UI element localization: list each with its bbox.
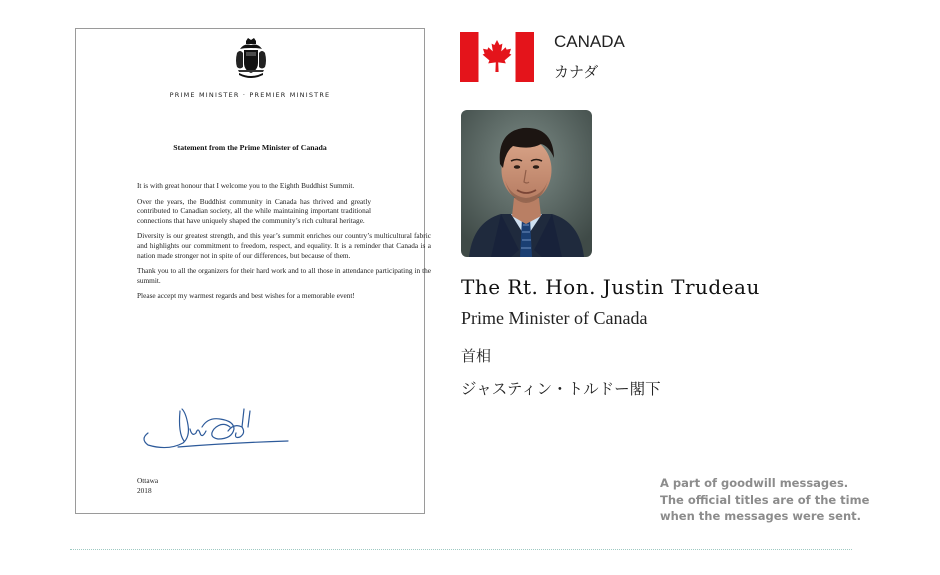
- letter-place-date: [137, 476, 158, 496]
- canada-coat-of-arms-icon: [234, 37, 268, 81]
- letter-paragraph: Please accept my warmest regards and best wishes for a memorable event!: [137, 291, 355, 301]
- signature-image: [138, 403, 298, 453]
- letter-place: Ottawa: [137, 476, 159, 485]
- letter-paragraph: Diversity is our greatest strength, and this year’s summit enriches our country’s multicultural fabric and highlights our commitment to freedom, respect, and equality. It is a reminder that Canada is a nation made stronger not in spite of our differences, but because of them.: [137, 231, 431, 260]
- letter-paragraph: Over the years, the Buddhist community in Canada has thrived and greatly contributed to Canadian society, all the while maintaining important traditional connections that have uniquely shaped the community’s rich cultural heritage.: [137, 196, 371, 225]
- portrait-photo: [461, 110, 592, 257]
- note-line: when the messages were sent.: [660, 509, 861, 523]
- note-line: The official titles are of the time: [660, 492, 870, 507]
- letterhead: PRIME MINISTER · PREMIER MINISTRE: [169, 91, 331, 99]
- letter-body: [137, 181, 431, 307]
- letter-year: 2018: [137, 486, 152, 495]
- person-title-ja: 首相: [461, 347, 492, 365]
- dotted-divider: [70, 549, 852, 550]
- letter-paragraph: It is with great honour that I welcome you to the Eighth Buddhist Summit.: [137, 181, 355, 190]
- country-name-en: CANADA: [554, 32, 625, 51]
- letter-document: [75, 28, 431, 514]
- disclaimer-note: [660, 475, 869, 525]
- statement-title: Statement from the Prime Minister of Canada: [173, 143, 327, 152]
- canada-flag-icon: [460, 32, 534, 82]
- letter-paragraph: Thank you to all the organizers for their hard work and to all those in attendance participating in the summit.: [137, 266, 431, 285]
- person-name-en: The Rt. Hon. Justin Trudeau: [461, 275, 760, 299]
- person-title-en: Prime Minister of Canada: [461, 308, 648, 328]
- person-name-ja: ジャスティン・トルドー閣下: [461, 380, 661, 398]
- note-line: A part of goodwill messages.: [660, 476, 849, 490]
- country-name-ja: カナダ: [554, 63, 599, 81]
